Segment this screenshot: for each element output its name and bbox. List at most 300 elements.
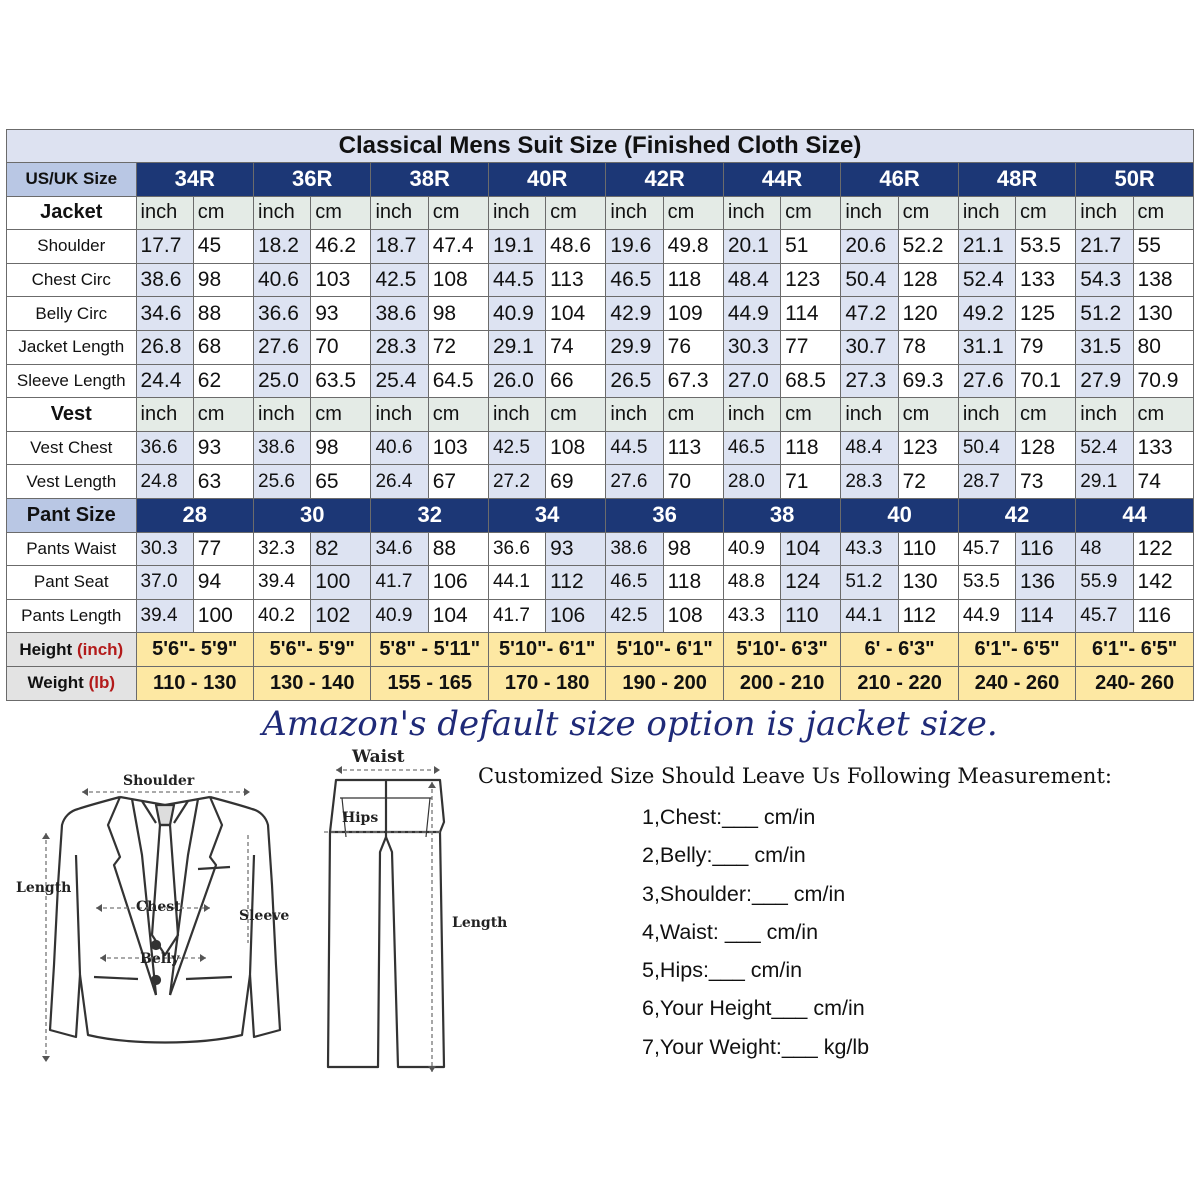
inch-value: 24.4 bbox=[136, 364, 193, 398]
unit-cm: cm bbox=[311, 398, 371, 432]
cm-value: 70 bbox=[663, 465, 723, 499]
cm-value: 118 bbox=[663, 263, 723, 297]
inch-value: 46.5 bbox=[723, 431, 780, 465]
row-label: Vest Length bbox=[7, 465, 137, 499]
inch-value: 50.4 bbox=[958, 431, 1015, 465]
inch-value: 27.3 bbox=[841, 364, 898, 398]
section-label: Jacket bbox=[7, 196, 137, 230]
inch-value: 28.7 bbox=[958, 465, 1015, 499]
cm-value: 77 bbox=[781, 330, 841, 364]
inch-value: 48.8 bbox=[723, 566, 780, 600]
inch-value: 42.9 bbox=[606, 297, 663, 331]
cm-value: 72 bbox=[428, 330, 488, 364]
inch-value: 48.4 bbox=[841, 431, 898, 465]
cm-value: 70 bbox=[311, 330, 371, 364]
unit-cm: cm bbox=[311, 196, 371, 230]
sleeve-label: Sleeve bbox=[239, 908, 290, 924]
cm-value: 104 bbox=[428, 599, 488, 633]
jacket-size-row bbox=[7, 163, 1194, 197]
pant-size-header: 44 bbox=[1076, 498, 1194, 532]
cm-value: 110 bbox=[898, 532, 958, 566]
default-size-note: Amazon's default size option is jacket size. bbox=[262, 704, 998, 744]
table-row bbox=[7, 297, 1194, 331]
cm-value: 80 bbox=[1133, 330, 1193, 364]
cm-value: 114 bbox=[1016, 599, 1076, 633]
jacket-unit-row bbox=[7, 196, 1194, 230]
inch-value: 34.6 bbox=[371, 532, 428, 566]
inch-value: 55.9 bbox=[1076, 566, 1133, 600]
inch-value: 29.1 bbox=[1076, 465, 1133, 499]
cm-value: 124 bbox=[781, 566, 841, 600]
inch-value: 27.6 bbox=[606, 465, 663, 499]
cm-value: 106 bbox=[546, 599, 606, 633]
measurement-item: 4,Waist: ___ cm/in bbox=[642, 919, 819, 944]
measurement-item: 5,Hips:___ cm/in bbox=[642, 958, 803, 983]
unit-inch: inch bbox=[723, 398, 780, 432]
cm-value: 74 bbox=[546, 330, 606, 364]
height-label-text: Height bbox=[19, 639, 73, 659]
cm-value: 108 bbox=[428, 263, 488, 297]
cm-value: 73 bbox=[1016, 465, 1076, 499]
row-label: Vest Chest bbox=[7, 431, 137, 465]
unit-cm: cm bbox=[1016, 196, 1076, 230]
cm-value: 103 bbox=[428, 431, 488, 465]
pant-size-header: 42 bbox=[958, 498, 1075, 532]
inch-value: 27.6 bbox=[254, 330, 311, 364]
table-row bbox=[7, 532, 1194, 566]
cm-value: 78 bbox=[898, 330, 958, 364]
row-label: Sleeve Length bbox=[7, 364, 137, 398]
cm-value: 68 bbox=[193, 330, 253, 364]
pant-size-header: 34 bbox=[488, 498, 605, 532]
unit-inch: inch bbox=[136, 196, 193, 230]
inch-value: 38.6 bbox=[371, 297, 428, 331]
cm-value: 66 bbox=[546, 364, 606, 398]
inch-value: 40.6 bbox=[371, 431, 428, 465]
measurement-item: 2,Belly:___ cm/in bbox=[642, 843, 806, 868]
table-row bbox=[7, 230, 1194, 264]
cm-value: 70.1 bbox=[1016, 364, 1076, 398]
inch-value: 41.7 bbox=[371, 566, 428, 600]
size-chart-table bbox=[6, 129, 1194, 701]
unit-cm: cm bbox=[781, 196, 841, 230]
cm-value: 45 bbox=[193, 230, 253, 264]
cm-value: 102 bbox=[311, 599, 371, 633]
inch-value: 39.4 bbox=[136, 599, 193, 633]
cm-value: 142 bbox=[1133, 566, 1193, 600]
hips-label: Hips bbox=[342, 810, 379, 826]
cm-value: 62 bbox=[193, 364, 253, 398]
measurement-list bbox=[642, 802, 869, 1070]
unit-cm: cm bbox=[781, 398, 841, 432]
cm-value: 47.4 bbox=[428, 230, 488, 264]
inch-value: 31.5 bbox=[1076, 330, 1133, 364]
inch-value: 52.4 bbox=[958, 263, 1015, 297]
unit-inch: inch bbox=[958, 196, 1015, 230]
cm-value: 116 bbox=[1133, 599, 1193, 633]
inch-value: 21.7 bbox=[1076, 230, 1133, 264]
measurement-item: 1,Chest:___ cm/in bbox=[642, 805, 816, 829]
inch-value: 42.5 bbox=[371, 263, 428, 297]
unit-inch: inch bbox=[488, 398, 545, 432]
unit-inch: inch bbox=[488, 196, 545, 230]
title-row bbox=[7, 130, 1194, 163]
length-label: Length bbox=[16, 880, 72, 896]
height-label bbox=[7, 633, 137, 667]
cm-value: 106 bbox=[428, 566, 488, 600]
weight-range: 170 - 180 bbox=[488, 666, 605, 700]
inch-value: 30.3 bbox=[723, 330, 780, 364]
cm-value: 136 bbox=[1016, 566, 1076, 600]
cm-value: 130 bbox=[898, 566, 958, 600]
height-range: 5'8" - 5'11" bbox=[371, 633, 488, 667]
cm-value: 65 bbox=[311, 465, 371, 499]
measurement-item: 7,Your Weight:___ kg/lb bbox=[642, 1034, 870, 1059]
inch-value: 45.7 bbox=[1076, 599, 1133, 633]
unit-cm: cm bbox=[193, 398, 253, 432]
unit-inch: inch bbox=[723, 196, 780, 230]
cm-value: 130 bbox=[1133, 297, 1193, 331]
pants-diagram bbox=[320, 742, 520, 1082]
cm-value: 104 bbox=[781, 532, 841, 566]
inch-value: 47.2 bbox=[841, 297, 898, 331]
height-range: 5'6"- 5'9" bbox=[136, 633, 253, 667]
inch-value: 25.6 bbox=[254, 465, 311, 499]
weight-range: 155 - 165 bbox=[371, 666, 488, 700]
inch-value: 18.2 bbox=[254, 230, 311, 264]
inch-value: 25.4 bbox=[371, 364, 428, 398]
cm-value: 98 bbox=[663, 532, 723, 566]
inch-value: 19.1 bbox=[488, 230, 545, 264]
cm-value: 109 bbox=[663, 297, 723, 331]
unit-inch: inch bbox=[371, 398, 428, 432]
inch-value: 30.3 bbox=[136, 532, 193, 566]
cm-value: 79 bbox=[1016, 330, 1076, 364]
inch-value: 51.2 bbox=[1076, 297, 1133, 331]
cm-value: 64.5 bbox=[428, 364, 488, 398]
inch-value: 37.0 bbox=[136, 566, 193, 600]
weight-range: 210 - 220 bbox=[841, 666, 958, 700]
cm-value: 49.8 bbox=[663, 230, 723, 264]
row-label: Pant Seat bbox=[7, 566, 137, 600]
jacket-size-header: 42R bbox=[606, 163, 723, 197]
unit-inch: inch bbox=[841, 196, 898, 230]
inch-value: 27.9 bbox=[1076, 364, 1133, 398]
cm-value: 113 bbox=[663, 431, 723, 465]
cm-value: 69.3 bbox=[898, 364, 958, 398]
inch-value: 28.3 bbox=[371, 330, 428, 364]
cm-value: 71 bbox=[781, 465, 841, 499]
height-range: 5'10'- 6'3" bbox=[723, 633, 840, 667]
cm-value: 114 bbox=[781, 297, 841, 331]
unit-inch: inch bbox=[254, 196, 311, 230]
cm-value: 76 bbox=[663, 330, 723, 364]
cm-value: 123 bbox=[898, 431, 958, 465]
inch-value: 46.5 bbox=[606, 263, 663, 297]
cm-value: 123 bbox=[781, 263, 841, 297]
weight-label bbox=[7, 666, 137, 700]
inch-value: 44.1 bbox=[488, 566, 545, 600]
cm-value: 133 bbox=[1133, 431, 1193, 465]
measurement-item: 6,Your Height___ cm/in bbox=[642, 996, 865, 1021]
unit-cm: cm bbox=[546, 196, 606, 230]
cm-value: 116 bbox=[1016, 532, 1076, 566]
inch-value: 51.2 bbox=[841, 566, 898, 600]
inch-value: 44.9 bbox=[723, 297, 780, 331]
pant-size-header: 36 bbox=[606, 498, 723, 532]
unit-cm: cm bbox=[1133, 196, 1193, 230]
cm-value: 103 bbox=[311, 263, 371, 297]
inch-value: 42.5 bbox=[606, 599, 663, 633]
unit-cm: cm bbox=[663, 398, 723, 432]
unit-cm: cm bbox=[1133, 398, 1193, 432]
cm-value: 100 bbox=[193, 599, 253, 633]
cm-value: 72 bbox=[898, 465, 958, 499]
inch-value: 44.5 bbox=[606, 431, 663, 465]
cm-value: 112 bbox=[546, 566, 606, 600]
cm-value: 67.3 bbox=[663, 364, 723, 398]
cm-value: 104 bbox=[546, 297, 606, 331]
jacket-size-header: 36R bbox=[254, 163, 371, 197]
inch-value: 48 bbox=[1076, 532, 1133, 566]
inch-value: 41.7 bbox=[488, 599, 545, 633]
height-unit: (inch) bbox=[76, 639, 124, 659]
cm-value: 122 bbox=[1133, 532, 1193, 566]
unit-inch: inch bbox=[136, 398, 193, 432]
cm-value: 125 bbox=[1016, 297, 1076, 331]
cm-value: 51 bbox=[781, 230, 841, 264]
waist-label: Waist bbox=[352, 747, 405, 767]
cm-value: 100 bbox=[311, 566, 371, 600]
unit-cm: cm bbox=[193, 196, 253, 230]
inch-value: 40.9 bbox=[723, 532, 780, 566]
cm-value: 110 bbox=[781, 599, 841, 633]
inch-value: 29.1 bbox=[488, 330, 545, 364]
weight-range: 110 - 130 bbox=[136, 666, 253, 700]
inch-value: 46.5 bbox=[606, 566, 663, 600]
cm-value: 94 bbox=[193, 566, 253, 600]
inch-value: 45.7 bbox=[958, 532, 1015, 566]
unit-inch: inch bbox=[606, 398, 663, 432]
cm-value: 120 bbox=[898, 297, 958, 331]
weight-label-text: Weight bbox=[27, 673, 84, 693]
weight-range: 130 - 140 bbox=[254, 666, 371, 700]
table-row bbox=[7, 364, 1194, 398]
cm-value: 133 bbox=[1016, 263, 1076, 297]
cm-value: 118 bbox=[663, 566, 723, 600]
jacket-size-header: 46R bbox=[841, 163, 958, 197]
jacket-size-header: 34R bbox=[136, 163, 253, 197]
inch-value: 44.9 bbox=[958, 599, 1015, 633]
table-row bbox=[7, 330, 1194, 364]
row-label: Shoulder bbox=[7, 230, 137, 264]
inch-value: 26.5 bbox=[606, 364, 663, 398]
inch-value: 31.1 bbox=[958, 330, 1015, 364]
unit-cm: cm bbox=[546, 398, 606, 432]
weight-range: 240- 260 bbox=[1076, 666, 1194, 700]
inch-value: 44.5 bbox=[488, 263, 545, 297]
chest-label: Chest bbox=[136, 899, 181, 915]
table-row bbox=[7, 599, 1194, 633]
shoulder-label: Shoulder bbox=[123, 773, 195, 789]
inch-value: 43.3 bbox=[841, 532, 898, 566]
jacket-size-header: 40R bbox=[488, 163, 605, 197]
inch-value: 25.0 bbox=[254, 364, 311, 398]
weight-range: 240 - 260 bbox=[958, 666, 1075, 700]
inch-value: 36.6 bbox=[136, 431, 193, 465]
unit-cm: cm bbox=[898, 196, 958, 230]
cm-value: 138 bbox=[1133, 263, 1193, 297]
inch-value: 27.6 bbox=[958, 364, 1015, 398]
unit-inch: inch bbox=[1076, 196, 1133, 230]
inch-value: 20.1 bbox=[723, 230, 780, 264]
inch-value: 30.7 bbox=[841, 330, 898, 364]
row-label: Chest Circ bbox=[7, 263, 137, 297]
cm-value: 70.9 bbox=[1133, 364, 1193, 398]
height-range: 6'1"- 6'5" bbox=[1076, 633, 1194, 667]
inch-value: 20.6 bbox=[841, 230, 898, 264]
inch-value: 26.4 bbox=[371, 465, 428, 499]
jacket-size-header: 50R bbox=[1076, 163, 1194, 197]
row-label: Belly Circ bbox=[7, 297, 137, 331]
cm-value: 88 bbox=[193, 297, 253, 331]
cm-value: 46.2 bbox=[311, 230, 371, 264]
inch-value: 39.4 bbox=[254, 566, 311, 600]
pant-size-header: 38 bbox=[723, 498, 840, 532]
table-row bbox=[7, 566, 1194, 600]
inch-value: 18.7 bbox=[371, 230, 428, 264]
cm-value: 108 bbox=[663, 599, 723, 633]
cm-value: 128 bbox=[1016, 431, 1076, 465]
unit-inch: inch bbox=[371, 196, 428, 230]
pant-size-label: Pant Size bbox=[7, 498, 137, 532]
cm-value: 77 bbox=[193, 532, 253, 566]
cm-value: 88 bbox=[428, 532, 488, 566]
row-label: Pants Waist bbox=[7, 532, 137, 566]
weight-range: 200 - 210 bbox=[723, 666, 840, 700]
inch-value: 26.0 bbox=[488, 364, 545, 398]
cm-value: 93 bbox=[546, 532, 606, 566]
us-uk-size-label: US/UK Size bbox=[7, 163, 137, 197]
weight-row bbox=[7, 666, 1194, 700]
weight-range: 190 - 200 bbox=[606, 666, 723, 700]
unit-inch: inch bbox=[958, 398, 1015, 432]
cm-value: 118 bbox=[781, 431, 841, 465]
height-row bbox=[7, 633, 1194, 667]
inch-value: 54.3 bbox=[1076, 263, 1133, 297]
inch-value: 19.6 bbox=[606, 230, 663, 264]
inch-value: 40.9 bbox=[371, 599, 428, 633]
cm-value: 82 bbox=[311, 532, 371, 566]
inch-value: 28.0 bbox=[723, 465, 780, 499]
pant-size-header: 40 bbox=[841, 498, 958, 532]
inch-value: 27.0 bbox=[723, 364, 780, 398]
height-range: 5'10"- 6'1" bbox=[606, 633, 723, 667]
inch-value: 42.5 bbox=[488, 431, 545, 465]
pants-length-label: Length bbox=[452, 915, 508, 931]
cm-value: 63 bbox=[193, 465, 253, 499]
pant-size-header: 28 bbox=[136, 498, 253, 532]
jacket-size-header: 48R bbox=[958, 163, 1075, 197]
cm-value: 48.6 bbox=[546, 230, 606, 264]
inch-value: 29.9 bbox=[606, 330, 663, 364]
unit-inch: inch bbox=[1076, 398, 1133, 432]
inch-value: 44.1 bbox=[841, 599, 898, 633]
inch-value: 43.3 bbox=[723, 599, 780, 633]
unit-cm: cm bbox=[898, 398, 958, 432]
inch-value: 38.6 bbox=[254, 431, 311, 465]
cm-value: 55 bbox=[1133, 230, 1193, 264]
height-range: 5'6"- 5'9" bbox=[254, 633, 371, 667]
jacket-diagram bbox=[10, 765, 310, 1065]
cm-value: 93 bbox=[311, 297, 371, 331]
cm-value: 93 bbox=[193, 431, 253, 465]
custom-size-title: Customized Size Should Leave Us Following Measurement: bbox=[478, 764, 1112, 788]
cm-value: 52.2 bbox=[898, 230, 958, 264]
unit-inch: inch bbox=[254, 398, 311, 432]
cm-value: 69 bbox=[546, 465, 606, 499]
table-row bbox=[7, 431, 1194, 465]
cm-value: 98 bbox=[193, 263, 253, 297]
inch-value: 38.6 bbox=[606, 532, 663, 566]
inch-value: 53.5 bbox=[958, 566, 1015, 600]
cm-value: 74 bbox=[1133, 465, 1193, 499]
inch-value: 24.8 bbox=[136, 465, 193, 499]
unit-cm: cm bbox=[1016, 398, 1076, 432]
inch-value: 26.8 bbox=[136, 330, 193, 364]
cm-value: 112 bbox=[898, 599, 958, 633]
cm-value: 68.5 bbox=[781, 364, 841, 398]
cm-value: 98 bbox=[428, 297, 488, 331]
inch-value: 17.7 bbox=[136, 230, 193, 264]
measurement-item: 3,Shoulder:___ cm/in bbox=[642, 881, 846, 906]
inch-value: 27.2 bbox=[488, 465, 545, 499]
height-range: 6' - 6'3" bbox=[841, 633, 958, 667]
inch-value: 40.9 bbox=[488, 297, 545, 331]
table-title: Classical Mens Suit Size (Finished Cloth Size) bbox=[7, 130, 1194, 163]
pant-size-header: 30 bbox=[254, 498, 371, 532]
inch-value: 21.1 bbox=[958, 230, 1015, 264]
cm-value: 63.5 bbox=[311, 364, 371, 398]
row-label: Jacket Length bbox=[7, 330, 137, 364]
vest-unit-row bbox=[7, 398, 1194, 432]
pant-size-row bbox=[7, 498, 1194, 532]
pant-size-header: 32 bbox=[371, 498, 488, 532]
unit-cm: cm bbox=[663, 196, 723, 230]
weight-unit: (lb) bbox=[88, 673, 116, 693]
inch-value: 40.6 bbox=[254, 263, 311, 297]
unit-inch: inch bbox=[606, 196, 663, 230]
inch-value: 32.3 bbox=[254, 532, 311, 566]
height-range: 5'10"- 6'1" bbox=[488, 633, 605, 667]
table-row bbox=[7, 263, 1194, 297]
inch-value: 48.4 bbox=[723, 263, 780, 297]
cm-value: 108 bbox=[546, 431, 606, 465]
inch-value: 34.6 bbox=[136, 297, 193, 331]
unit-cm: cm bbox=[428, 398, 488, 432]
height-range: 6'1"- 6'5" bbox=[958, 633, 1075, 667]
unit-inch: inch bbox=[841, 398, 898, 432]
table-row bbox=[7, 465, 1194, 499]
cm-value: 53.5 bbox=[1016, 230, 1076, 264]
inch-value: 38.6 bbox=[136, 263, 193, 297]
inch-value: 36.6 bbox=[488, 532, 545, 566]
inch-value: 49.2 bbox=[958, 297, 1015, 331]
cm-value: 128 bbox=[898, 263, 958, 297]
section-label: Vest bbox=[7, 398, 137, 432]
row-label: Pants Length bbox=[7, 599, 137, 633]
unit-cm: cm bbox=[428, 196, 488, 230]
